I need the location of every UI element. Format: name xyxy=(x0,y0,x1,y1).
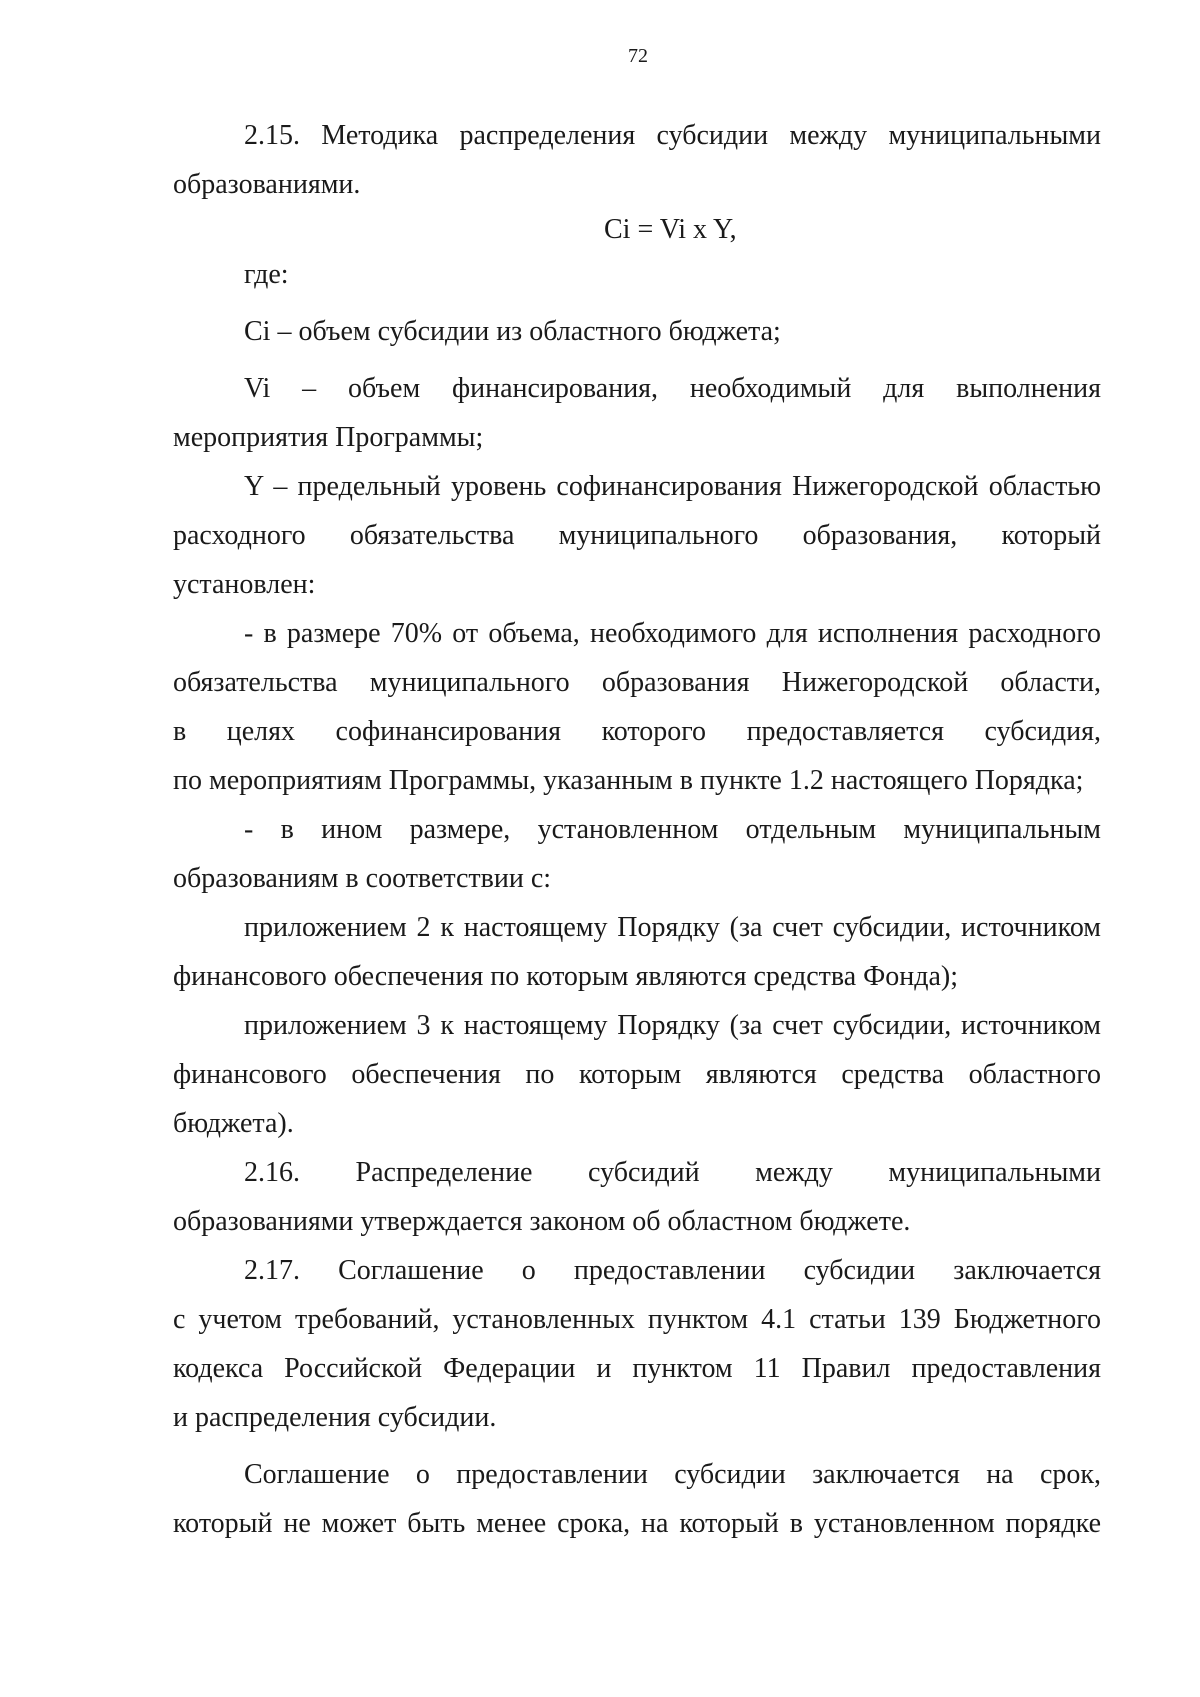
text-line: мероприятия Программы; xyxy=(173,422,484,453)
text-line: образованиям в соответствии с: xyxy=(173,863,552,894)
spacer xyxy=(173,299,1101,307)
text-line: где: xyxy=(244,259,289,290)
text-line: который не может быть менее срока, на который в установленном порядке xyxy=(173,1508,1101,1539)
spacer xyxy=(173,1442,1101,1450)
text-line: - в размере 70% от объема, необходимого для исполнения расходного xyxy=(244,618,1101,649)
text-line: финансового обеспечения по которым являются средства областного xyxy=(173,1059,1101,1090)
text-line: кодекса Российской Федерации и пунктом 11 Правил предоставления xyxy=(173,1353,1101,1384)
text-line: Ci – объем субсидии из областного бюджета; xyxy=(244,316,781,347)
text-line: Y – предельный уровень софинансирования Нижегородской областью xyxy=(244,471,1101,502)
text-line: установлен: xyxy=(173,569,316,600)
text-line: и распределения субсидии. xyxy=(173,1402,497,1433)
spacer xyxy=(173,356,1101,364)
document-body xyxy=(173,111,1101,1548)
text-line: приложением 2 к настоящему Порядку (за счет субсидии, источником xyxy=(244,912,1101,943)
text-line: по мероприятиям Программы, указанным в пункте 1.2 настоящего Порядка; xyxy=(173,765,1084,796)
text-line: бюджета). xyxy=(173,1108,294,1139)
text-line: обязательства муниципального образования Нижегородской области, xyxy=(173,667,1101,698)
text-line: образованиями утверждается законом об областном бюджете. xyxy=(173,1206,911,1237)
text-line: расходного обязательства муниципального образования, который xyxy=(173,520,1101,551)
text-line: 2.17. Соглашение о предоставлении субсидии заключается xyxy=(244,1255,1101,1286)
text-line: образованиями. xyxy=(173,169,361,200)
text-line: Vi – объем финансирования, необходимый для выполнения xyxy=(244,373,1101,404)
formula: Ci = Vi x Y, xyxy=(604,214,737,245)
page-number: 72 xyxy=(628,45,648,67)
text-line: Соглашение о предоставлении субсидии заключается на срок, xyxy=(244,1459,1101,1490)
text-line: с учетом требований, установленных пунктом 4.1 статьи 139 Бюджетного xyxy=(173,1304,1101,1335)
text-line: в целях софинансирования которого предоставляется субсидия, xyxy=(173,716,1101,747)
text-line: приложением 3 к настоящему Порядку (за счет субсидии, источником xyxy=(244,1010,1101,1041)
text-line: 2.16. Распределение субсидий между муниципальными xyxy=(244,1157,1101,1188)
text-line: - в ином размере, установленном отдельным муниципальным xyxy=(244,814,1101,845)
text-line: финансового обеспечения по которым являются средства Фонда); xyxy=(173,961,959,992)
text-line: 2.15. Методика распределения субсидии между муниципальными xyxy=(244,120,1101,151)
